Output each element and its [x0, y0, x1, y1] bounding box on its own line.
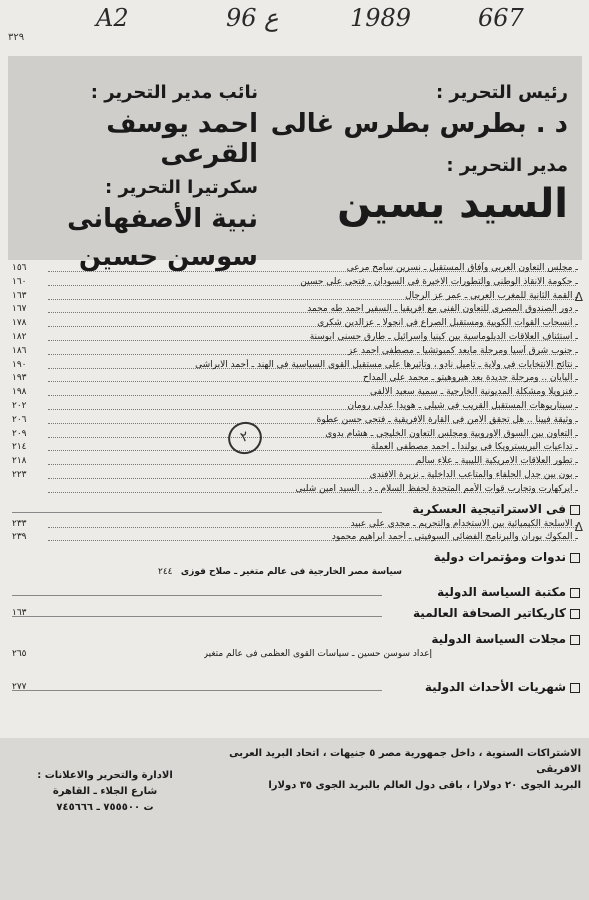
toc-title: ـ المكوك بوران والبرنامج الفضائى السوفيتى ـ أحمد ابراهيم محمود: [331, 532, 578, 543]
toc-row[interactable]: [8, 386, 582, 400]
toc-title: سياسة مصر الخارجية فى عالم متغير ـ صلاح فوزى: [180, 567, 402, 578]
checkbox-icon: [570, 553, 580, 563]
editor-in-chief-label: رئيس التحرير :: [435, 82, 568, 103]
toc-page: ٢٦٥: [12, 648, 27, 659]
toc-page: ٢١٤: [12, 442, 27, 453]
toc-title: ـ سيناريوهات المستقبل القريب فى شيلى ـ هويدا عدلى رومان: [347, 400, 578, 411]
section-title: فى الاستراتيجية العسكرية: [408, 502, 566, 516]
toc-row[interactable]: [8, 414, 582, 428]
toc-row[interactable]: [8, 276, 582, 290]
handwritten-annotations: [0, 4, 589, 44]
toc-title: ـ دور الصندوق المصرى للتعاون الفنى مع افريقيا ـ السفير احمد طه محمد: [307, 304, 578, 315]
toc-title: ـ ايركهارت وتجارب قوات الأمم المتحدة لحفظ السلام ـ د . السيد امين شلبى: [295, 483, 578, 494]
section-title: مجلات السياسة الدولية: [427, 632, 566, 646]
section-title: شهريات الأحداث الدولية: [421, 680, 566, 694]
toc-row[interactable]: [8, 483, 582, 497]
toc-row[interactable]: [8, 441, 582, 455]
toc-page: ١٧٨: [12, 318, 27, 329]
deputy-editor-name: احمد يوسف القرعى: [106, 109, 258, 169]
admin-title: الادارة والتحرير والاعلانات :: [37, 770, 173, 781]
managing-editor-name: السيد يسين: [337, 181, 568, 227]
footer: [0, 738, 589, 900]
toc-title: ـ تطور العلاقات الامريكية الليبية ـ علاء سالم: [415, 456, 578, 467]
toc-title: ـ جنوب شرق آسيا ومرحلة مابعد كمبوتشيا ـ مصطفى احمد عز: [347, 345, 578, 356]
toc-page: ٢٠٩: [12, 428, 27, 439]
section-conferences[interactable]: [8, 548, 582, 566]
toc-row[interactable]: [8, 518, 582, 532]
administration-info: [30, 768, 180, 816]
toc-list: [8, 262, 582, 497]
managing-editor-label: مدير التحرير :: [446, 155, 568, 176]
section-caricature[interactable]: [8, 604, 582, 622]
toc-page: ١٨٦: [12, 345, 27, 356]
toc-page: ١٩٣: [12, 373, 27, 384]
toc-row[interactable]: [8, 359, 582, 373]
checkbox-icon: [570, 683, 580, 693]
toc-page: ١٩٠: [12, 359, 27, 370]
toc-page: ٢٠٢: [12, 400, 27, 411]
toc-title: ـ استئناف العلاقات الدبلوماسية بين كينيا واسرائيل ـ طارق حسنى ابوسنة: [309, 331, 578, 342]
toc-title: ـ التعاون بين السوق الاوروبية ومجلس التعاون الخليجى ـ هشام بدوى: [325, 428, 578, 439]
subscriptions-line-2: البريد الجوى ٢٠ دولارا ، باقى دول العالم بالبريد الجوى ٣٥ دولارا: [268, 780, 581, 791]
checkbox-icon: [570, 588, 580, 598]
toc-title: ـ فنزويلا ومشكلة المديونية الخارجية ـ سمية سعيد الالفى: [370, 387, 578, 398]
page-number: ٣٢٩: [8, 32, 25, 43]
section-title: كاريكاتير الصحافة العالمية: [409, 606, 566, 620]
section-title: مكتبة السياسة الدولية: [433, 585, 566, 599]
toc-row[interactable]: [8, 345, 582, 359]
admin-phone: ت ٧٥٥٥٠٠ ـ ٧٤٥٦٦٦: [56, 802, 154, 813]
toc-row[interactable]: [8, 469, 582, 483]
toc-page: ٢٣٣: [12, 518, 27, 529]
section-page: ١٦٣: [12, 607, 27, 618]
toc-page: ٢٢٣: [12, 469, 27, 480]
toc-row[interactable]: [8, 455, 582, 469]
toc-row[interactable]: [8, 566, 582, 580]
toc-page: ١٩٨: [12, 387, 27, 398]
subscriptions-info: [201, 746, 581, 794]
toc-page: ١٥٦: [12, 263, 27, 273]
section-military-strategy[interactable]: [8, 500, 582, 518]
toc-title: ـ بون بين جدل الحلفاء والمتاعب الداخلية ـ نزيرة الافندى: [369, 469, 578, 480]
toc-row[interactable]: [8, 531, 582, 545]
section-page: ٢٧٧: [12, 681, 27, 692]
secretary-name-1: نبية الأصفهانى: [67, 204, 258, 234]
section-chronicle[interactable]: [8, 678, 582, 696]
deputy-editor-label: نائب مدير التحرير :: [90, 82, 258, 103]
toc-row[interactable]: [8, 262, 582, 276]
toc-page: ١٦٠: [12, 276, 27, 287]
toc-row[interactable]: [8, 290, 582, 304]
toc-title: إعداد سوسن حسين ـ سياسات القوى العظمى فى عالم متغير: [203, 648, 432, 659]
toc-page: ٢٠٦: [12, 414, 27, 425]
toc-row[interactable]: [8, 317, 582, 331]
section-title: ندوات ومؤتمرات دولية: [430, 550, 566, 564]
margin-mark-icon: Δ: [574, 520, 583, 534]
toc-title: ـ انسحاب القوات الكوبية ومستقبل الصراع فى انجولا ـ عزالدين شكرى: [317, 318, 578, 329]
toc-row[interactable]: [8, 648, 582, 662]
subscriptions-line-1: الاشتراكات السنوية ، داخل جمهورية مصر ٥ جنيهات ، اتحاد البريد العربى الافريقى: [229, 748, 581, 775]
toc-title: ـ نتائج الانتخابات فى ولاية ـ تاميل نادو ، وتأثيرها على مستقبل القوى السياسية فى الهند ـ أحمد الابراشى: [195, 359, 578, 370]
handwriting-667: 667: [478, 4, 524, 32]
section-journals[interactable]: [8, 630, 582, 648]
checkbox-icon: [570, 505, 580, 515]
toc-title: ـ مجلس التعاون العربى وآفاق المستقبل ـ نسرين سامح مرعى: [346, 263, 578, 273]
toc-title: ـ تداعيات البريسترويكا فى بولندا ـ احمد مصطفى العملة: [370, 442, 578, 453]
toc-row[interactable]: [8, 331, 582, 345]
toc-page: ١٦٧: [12, 304, 27, 315]
admin-street: شارع الجلاء ـ القاهرة: [52, 786, 158, 797]
section-library[interactable]: [8, 583, 582, 601]
toc-page: ٢١٨: [12, 456, 27, 467]
stamp-icon: ٢: [224, 417, 267, 459]
toc-title: ـ اليابان .. ومرحلة جديدة بعد هيروهيتو ـ محمد على المداح: [363, 373, 578, 384]
checkbox-icon: [570, 635, 580, 645]
masthead-right: [268, 82, 568, 226]
toc-page: ٢٤٤: [158, 567, 173, 578]
toc-row[interactable]: [8, 372, 582, 386]
masthead-left: [18, 82, 258, 280]
checkbox-icon: [570, 609, 580, 619]
table-of-contents: [8, 262, 582, 696]
toc-title: ـ القمة الثانية للمغرب العربى ـ عمر عز الرجال: [405, 290, 578, 301]
editor-in-chief-name: د . بطرس بطرس غالى: [270, 109, 568, 139]
toc-title: ـ وثيقة فيينا .. هل تحقق الامن فى القارة الافريقية ـ فتحى حسن عطوة: [316, 414, 578, 425]
secretary-name-2: سوسن حسين: [78, 242, 258, 272]
toc-page: ١٨٢: [12, 331, 27, 342]
toc-title: ـ حكومة الانقاذ الوطنى والتطورات الاخيرة فى السودان ـ فتحى على حسين: [300, 276, 578, 287]
toc-row[interactable]: [8, 400, 582, 414]
margin-mark-icon: Δ: [574, 290, 583, 304]
toc-page: ١٦٣: [12, 290, 27, 301]
toc-row[interactable]: [8, 303, 582, 317]
toc-row[interactable]: [8, 428, 582, 442]
toc-title: ـ الاسلحة الكيميائية بين الاستخدام والتحريم ـ مجدى على عبيد: [350, 518, 578, 529]
handwriting-a2: A2: [96, 4, 129, 32]
secretaries-label: سكرتيرا التحرير :: [105, 177, 258, 198]
toc-page: ٢٣٩: [12, 532, 27, 543]
handwriting-year: 1989: [350, 4, 412, 32]
handwriting-96: 96 ع: [226, 4, 279, 32]
